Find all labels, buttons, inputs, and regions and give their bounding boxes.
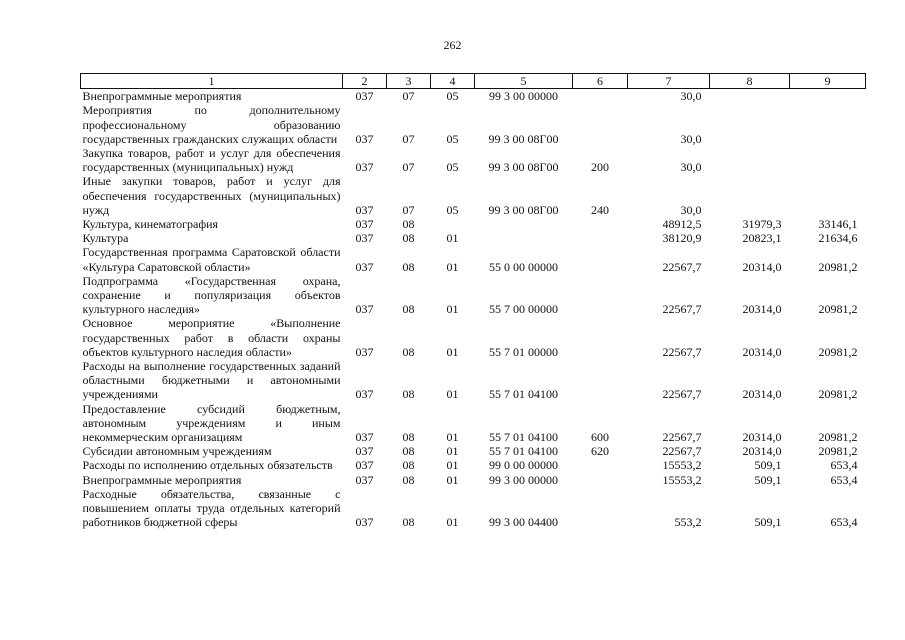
row-section-cell: 08 (402, 458, 415, 473)
row-expense-type-cell: 620 (591, 444, 609, 459)
row-target-article-cell: 55 0 00 00000 (489, 259, 558, 274)
header-cell: 9 (790, 74, 866, 89)
row-name-cell: Культура (82, 231, 129, 246)
row-amount-col9-cell (790, 89, 866, 104)
row-admin-code-cell: 037 (355, 202, 374, 217)
row-subsection-cell: 05 (446, 89, 459, 104)
row-amount-col9-cell: 20981,2 (818, 344, 858, 359)
row-amount-col9-cell (790, 103, 866, 146)
row-admin-code-cell: 037 (355, 302, 374, 317)
row-section-cell: 08 (402, 472, 415, 487)
row-section-cell: 07 (402, 160, 415, 175)
row-target-article-cell: 55 7 01 04100 (489, 430, 558, 445)
budget-table (80, 73, 866, 530)
row-expense-type-cell: 200 (591, 160, 609, 175)
row-target-article-cell (475, 217, 573, 231)
row-name-cell: Иные закупки товаров, работ и услуг для обеспечения государственных (муниципальных) нужд (82, 174, 341, 217)
row-amount-col7-cell: 15553,2 (662, 458, 702, 473)
row-name-cell: Внепрограммные мероприятия (82, 89, 242, 104)
row-subsection-cell (431, 217, 475, 231)
table-body (81, 89, 866, 530)
row-section-cell: 08 (402, 387, 415, 402)
row-target-article-cell: 99 3 00 08Г00 (488, 131, 559, 146)
row-expense-type-cell (573, 458, 628, 472)
row-subsection-cell: 01 (446, 231, 459, 246)
table-row (81, 402, 866, 445)
row-amount-col8-cell (710, 146, 790, 174)
table-row (81, 274, 866, 317)
row-admin-code-cell: 037 (355, 131, 374, 146)
row-amount-col7-cell: 22567,7 (662, 302, 702, 317)
row-amount-col9-cell: 20981,2 (818, 259, 858, 274)
row-section-cell: 07 (402, 131, 415, 146)
row-amount-col7-cell: 22567,7 (662, 387, 702, 402)
budget-table-container (80, 73, 865, 530)
header-cell: 1 (81, 74, 343, 89)
row-subsection-cell: 01 (446, 444, 459, 459)
row-admin-code-cell: 037 (355, 344, 374, 359)
row-amount-col9-cell: 653,4 (830, 458, 858, 473)
row-section-cell: 08 (402, 259, 415, 274)
row-name-cell: Государственная программа Саратовской области «Культура Саратовской области» (82, 245, 341, 274)
row-admin-code-cell: 037 (355, 458, 374, 473)
row-name-cell: Основное мероприятие «Выполнение государственных работ в области охраны объектов культурного наследия области» (82, 316, 341, 359)
row-amount-col9-cell: 20981,2 (818, 444, 858, 459)
row-section-cell: 08 (402, 444, 415, 459)
row-expense-type-cell (573, 359, 628, 402)
row-amount-col9-cell (790, 146, 866, 174)
table-row (81, 245, 866, 273)
row-admin-code-cell: 037 (355, 89, 374, 104)
row-subsection-cell: 01 (446, 387, 459, 402)
row-name-cell: Расходы на выполнение государственных заданий областными бюджетными и автономными учреждениями (82, 359, 341, 402)
row-expense-type-cell (573, 245, 628, 273)
table-row (81, 103, 866, 146)
row-amount-col8-cell: 20314,0 (742, 444, 782, 459)
row-amount-col7-cell: 553,2 (674, 515, 702, 530)
row-expense-type-cell (573, 274, 628, 317)
row-amount-col8-cell: 509,1 (754, 458, 782, 473)
row-amount-col9-cell: 20981,2 (818, 387, 858, 402)
row-subsection-cell: 01 (446, 458, 459, 473)
header-cell: 2 (343, 74, 387, 89)
header-cell: 7 (628, 74, 710, 89)
row-target-article-cell: 55 7 01 00000 (489, 344, 558, 359)
row-section-cell: 08 (402, 515, 415, 530)
row-admin-code-cell: 037 (355, 231, 374, 246)
row-amount-col7-cell: 22567,7 (662, 444, 702, 459)
row-subsection-cell: 01 (446, 430, 459, 445)
row-section-cell: 08 (402, 302, 415, 317)
row-expense-type-cell (573, 473, 628, 487)
row-name-cell: Предоставление субсидий бюджетным, автономным учреждениям и иным некоммерческим организациям (82, 401, 341, 445)
row-amount-col8-cell: 31979,3 (742, 217, 782, 232)
row-name-cell: Субсидии автономным учреждениям (82, 444, 272, 459)
row-amount-col9-cell: 20981,2 (818, 302, 858, 317)
row-subsection-cell: 01 (446, 472, 459, 487)
row-section-cell: 07 (402, 202, 415, 217)
row-name-cell: Мероприятия по дополнительному профессиональному образованию государственных гражданских служащих области (82, 103, 341, 146)
row-amount-col9-cell (790, 174, 866, 217)
row-subsection-cell: 01 (446, 515, 459, 530)
row-name-cell: Подпрограмма «Государственная охрана, сохранение и популяризация объектов культурного наследия» (82, 273, 341, 317)
row-expense-type-cell (573, 217, 628, 231)
row-amount-col7-cell: 38120,9 (662, 231, 702, 246)
row-target-article-cell: 55 7 01 04100 (489, 444, 558, 459)
header-cell: 4 (431, 74, 475, 89)
page-number: 262 (443, 38, 462, 52)
row-admin-code-cell: 037 (355, 430, 374, 445)
row-amount-col9-cell: 653,4 (830, 472, 858, 487)
row-amount-col8-cell: 509,1 (754, 515, 782, 530)
row-admin-code-cell: 037 (355, 444, 374, 459)
table-row (81, 231, 866, 245)
table-row (81, 487, 866, 530)
header-cell: 6 (573, 74, 628, 89)
row-section-cell: 08 (402, 344, 415, 359)
row-subsection-cell: 01 (446, 344, 459, 359)
row-name-cell: Закупка товаров, работ и услуг для обеспечения государственных (муниципальных) нужд (82, 146, 341, 175)
row-target-article-cell: 99 3 00 08Г00 (488, 202, 559, 217)
row-amount-col7-cell: 22567,7 (662, 430, 702, 445)
row-expense-type-cell (573, 487, 628, 530)
row-name-cell: Культура, кинематография (82, 217, 219, 232)
row-amount-col8-cell: 20823,1 (742, 231, 782, 246)
row-amount-col7-cell: 48912,5 (662, 217, 702, 232)
row-section-cell: 08 (402, 217, 415, 232)
row-section-cell: 08 (402, 231, 415, 246)
row-section-cell: 07 (402, 89, 415, 104)
row-amount-col8-cell: 20314,0 (742, 344, 782, 359)
row-name-cell: Внепрограммные мероприятия (82, 472, 242, 487)
row-subsection-cell: 05 (446, 131, 459, 146)
row-expense-type-cell (573, 89, 628, 104)
row-expense-type-cell: 240 (591, 202, 609, 217)
row-expense-type-cell (573, 231, 628, 245)
header-cell: 3 (387, 74, 431, 89)
row-amount-col8-cell (710, 89, 790, 104)
row-amount-col7-cell: 22567,7 (662, 259, 702, 274)
row-name-cell: Расходные обязательства, связанные с повышением оплаты труда отдельных категорий работников бюджетной сферы (82, 486, 341, 530)
table-header-row (81, 74, 866, 89)
table-row (81, 217, 866, 231)
row-amount-col7-cell: 30,0 (680, 160, 702, 175)
table-row (81, 174, 866, 217)
row-amount-col8-cell: 20314,0 (742, 302, 782, 317)
row-amount-col7-cell: 30,0 (680, 131, 702, 146)
header-cell: 8 (710, 74, 790, 89)
row-amount-col8-cell: 20314,0 (742, 259, 782, 274)
table-row (81, 458, 866, 472)
row-amount-col9-cell: 653,4 (830, 515, 858, 530)
row-expense-type-cell (573, 316, 628, 359)
row-admin-code-cell: 037 (355, 160, 374, 175)
row-amount-col7-cell: 30,0 (680, 202, 702, 217)
row-admin-code-cell: 037 (355, 217, 374, 232)
row-amount-col7-cell: 30,0 (680, 89, 702, 104)
row-target-article-cell: 55 7 00 00000 (489, 302, 558, 317)
row-target-article-cell: 99 0 00 00000 (489, 458, 558, 473)
row-subsection-cell: 01 (446, 302, 459, 317)
row-target-article-cell (475, 231, 573, 245)
header-cell: 5 (475, 74, 573, 89)
row-subsection-cell: 01 (446, 259, 459, 274)
row-target-article-cell: 55 7 01 04100 (489, 387, 558, 402)
row-amount-col8-cell (710, 174, 790, 217)
row-admin-code-cell: 037 (355, 515, 374, 530)
row-amount-col8-cell: 509,1 (754, 472, 782, 487)
row-admin-code-cell: 037 (355, 387, 374, 402)
row-amount-col8-cell (710, 103, 790, 146)
row-amount-col9-cell: 20981,2 (818, 430, 858, 445)
row-subsection-cell: 05 (446, 202, 459, 217)
table-row (81, 473, 866, 487)
row-expense-type-cell (573, 103, 628, 146)
row-amount-col7-cell: 15553,2 (662, 472, 702, 487)
row-amount-col8-cell: 20314,0 (742, 430, 782, 445)
row-amount-col8-cell: 20314,0 (742, 387, 782, 402)
table-row (81, 146, 866, 174)
row-name-cell: Расходы по исполнению отдельных обязательств (82, 458, 333, 473)
table-row (81, 316, 866, 359)
row-subsection-cell: 05 (446, 160, 459, 175)
row-amount-col9-cell: 21634,6 (818, 231, 858, 246)
row-target-article-cell: 99 3 00 04400 (489, 515, 558, 530)
row-amount-col9-cell: 33146,1 (818, 217, 858, 232)
table-row (81, 89, 866, 104)
row-section-cell: 08 (402, 430, 415, 445)
row-target-article-cell: 99 3 00 08Г00 (488, 160, 559, 175)
row-admin-code-cell: 037 (355, 472, 374, 487)
row-target-article-cell: 99 3 00 00000 (489, 472, 558, 487)
row-expense-type-cell: 600 (591, 430, 609, 445)
table-row (81, 444, 866, 458)
row-amount-col7-cell: 22567,7 (662, 344, 702, 359)
row-admin-code-cell: 037 (355, 259, 374, 274)
row-target-article-cell: 99 3 00 00000 (489, 89, 558, 104)
table-row (81, 359, 866, 402)
